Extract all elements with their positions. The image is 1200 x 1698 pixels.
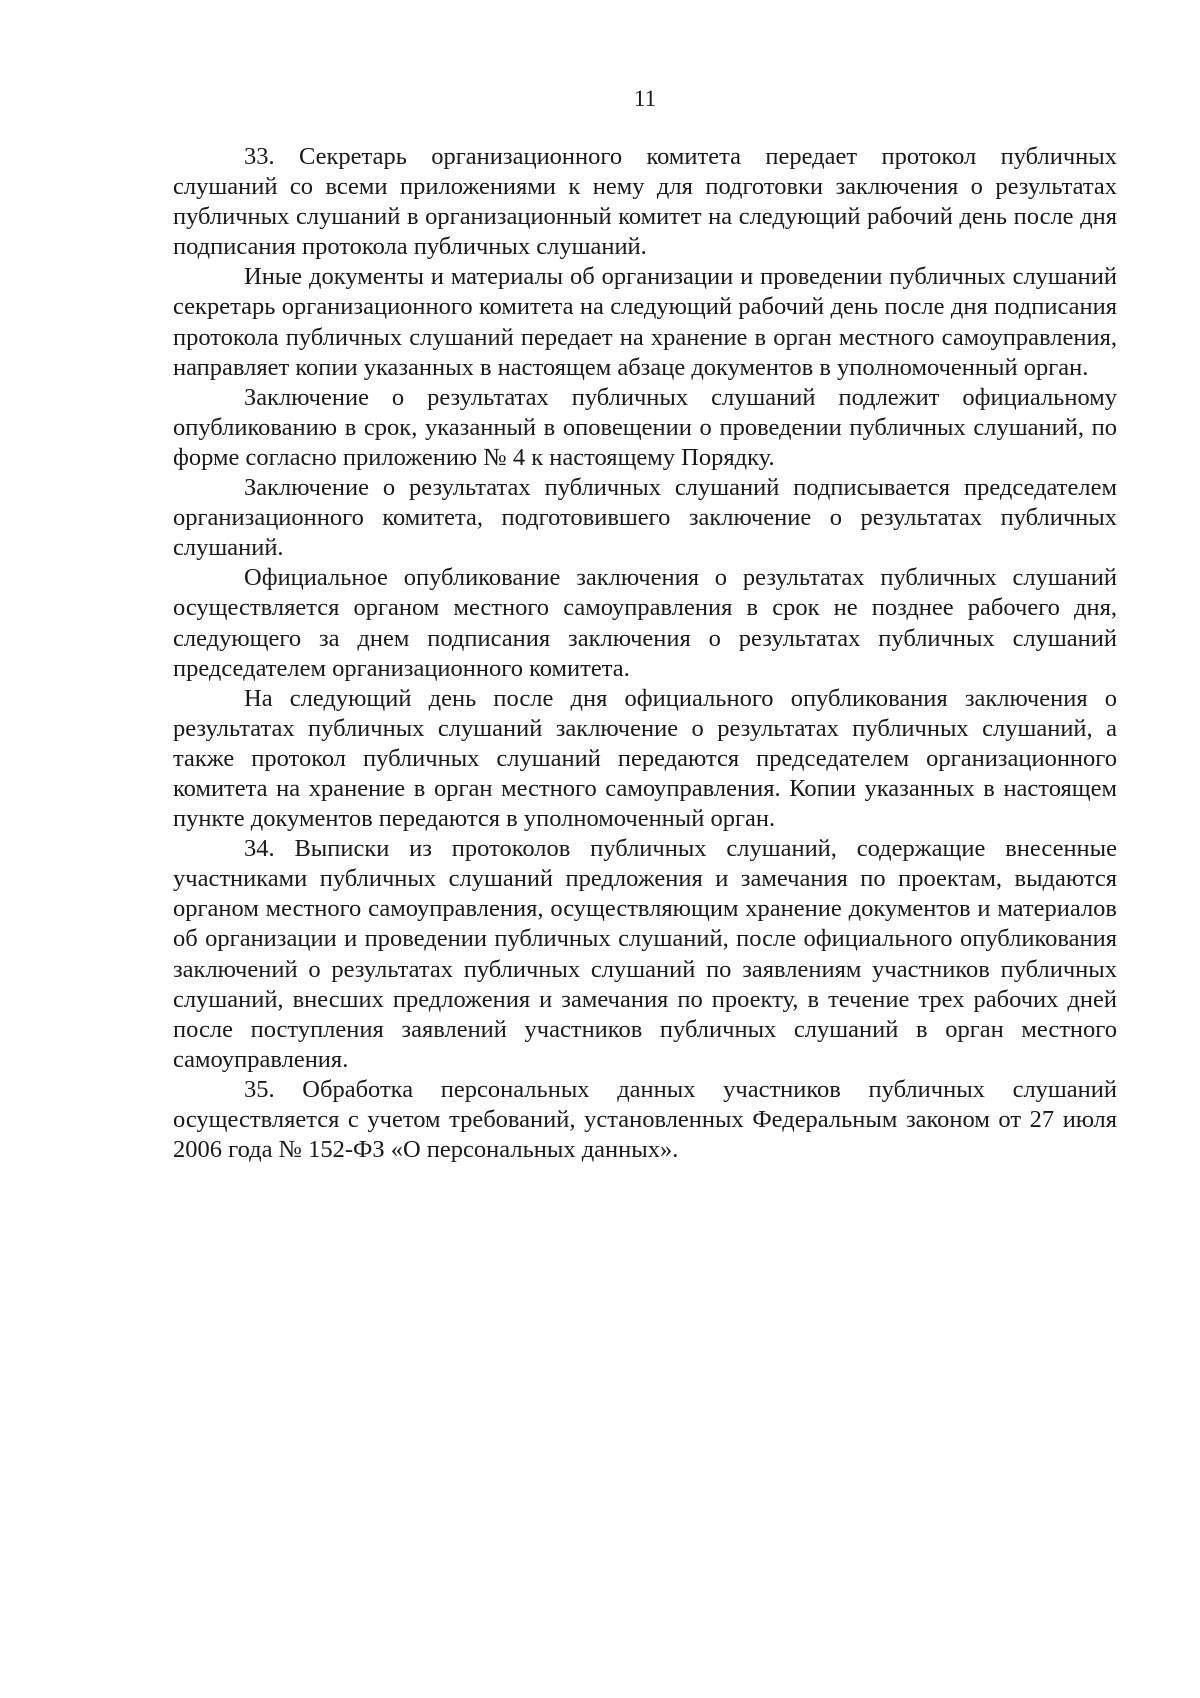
paragraph-34: 34. Выписки из протоколов публичных слушаний, содержащие внесенные участниками публичных слушаний предложения и замечания по проектам, выдаются органом местного самоуправления, осуществляющим хранение документов и материалов об организации и проведении публичных слушаний, после официального опубликования заключений о результатах публичных слушаний по заявлениям участников публичных слушаний, внесших предложения и замечания по проекту, в течение трех рабочих дней после поступления заявлений участников публичных слушаний в орган местного самоуправления.: [173, 835, 1117, 1073]
paragraph-33-documents-transfer: Иные документы и материалы об организации и проведении публичных слушаний секретарь организационного комитета на следующий рабочий день после дня подписания протокола публичных слушаний передает на хранение в орган местного самоуправления, направляет копии указанных в настоящем абзаце документов в уполномоченный орган.: [173, 263, 1117, 381]
paragraph-33-storage: На следующий день после дня официального опубликования заключения о результатах публичных слушаний заключение о результатах публичных слушаний, а также протокол публичных слушаний передаются председателем организационного комитета на хранение в орган местного самоуправления. Копии указанных в настоящем пункте документов передаются в уполномоченный орган.: [173, 684, 1117, 833]
page-number: 11: [633, 86, 657, 111]
paragraph-33-official-publication: Официальное опубликование заключения о результатах публичных слушаний осуществляется органом местного самоуправления в срок не позднее рабочего дня, следующего за днем подписания заключения о результатах публичных слушаний председателем организационного комитета.: [173, 564, 1117, 682]
paragraph-35: 35. Обработка персональных данных участников публичных слушаний осуществляется с учетом требований, установленных Федеральным законом от 27 июля 2006 года № 152-ФЗ «О персональных данных».: [173, 1075, 1117, 1164]
paragraph-33: 33. Секретарь организационного комитета передает протокол публичных слушаний со всеми приложениями к нему для подготовки заключения о результатах публичных слушаний в организационный комитет на следующий рабочий день после дня подписания протокола публичных слушаний.: [173, 143, 1117, 261]
paragraph-33-conclusion-publication: Заключение о результатах публичных слушаний подлежит официальному опубликованию в срок, указанный в оповещении о проведении публичных слушаний, по форме согласно приложению № 4 к настоящему Порядку.: [173, 383, 1117, 471]
document-body: [173, 142, 1117, 1165]
paragraph-33-conclusion-signing: Заключение о результатах публичных слушаний подписывается председателем организационного комитета, подготовившего заключение о результатах публичных слушаний.: [173, 474, 1117, 562]
